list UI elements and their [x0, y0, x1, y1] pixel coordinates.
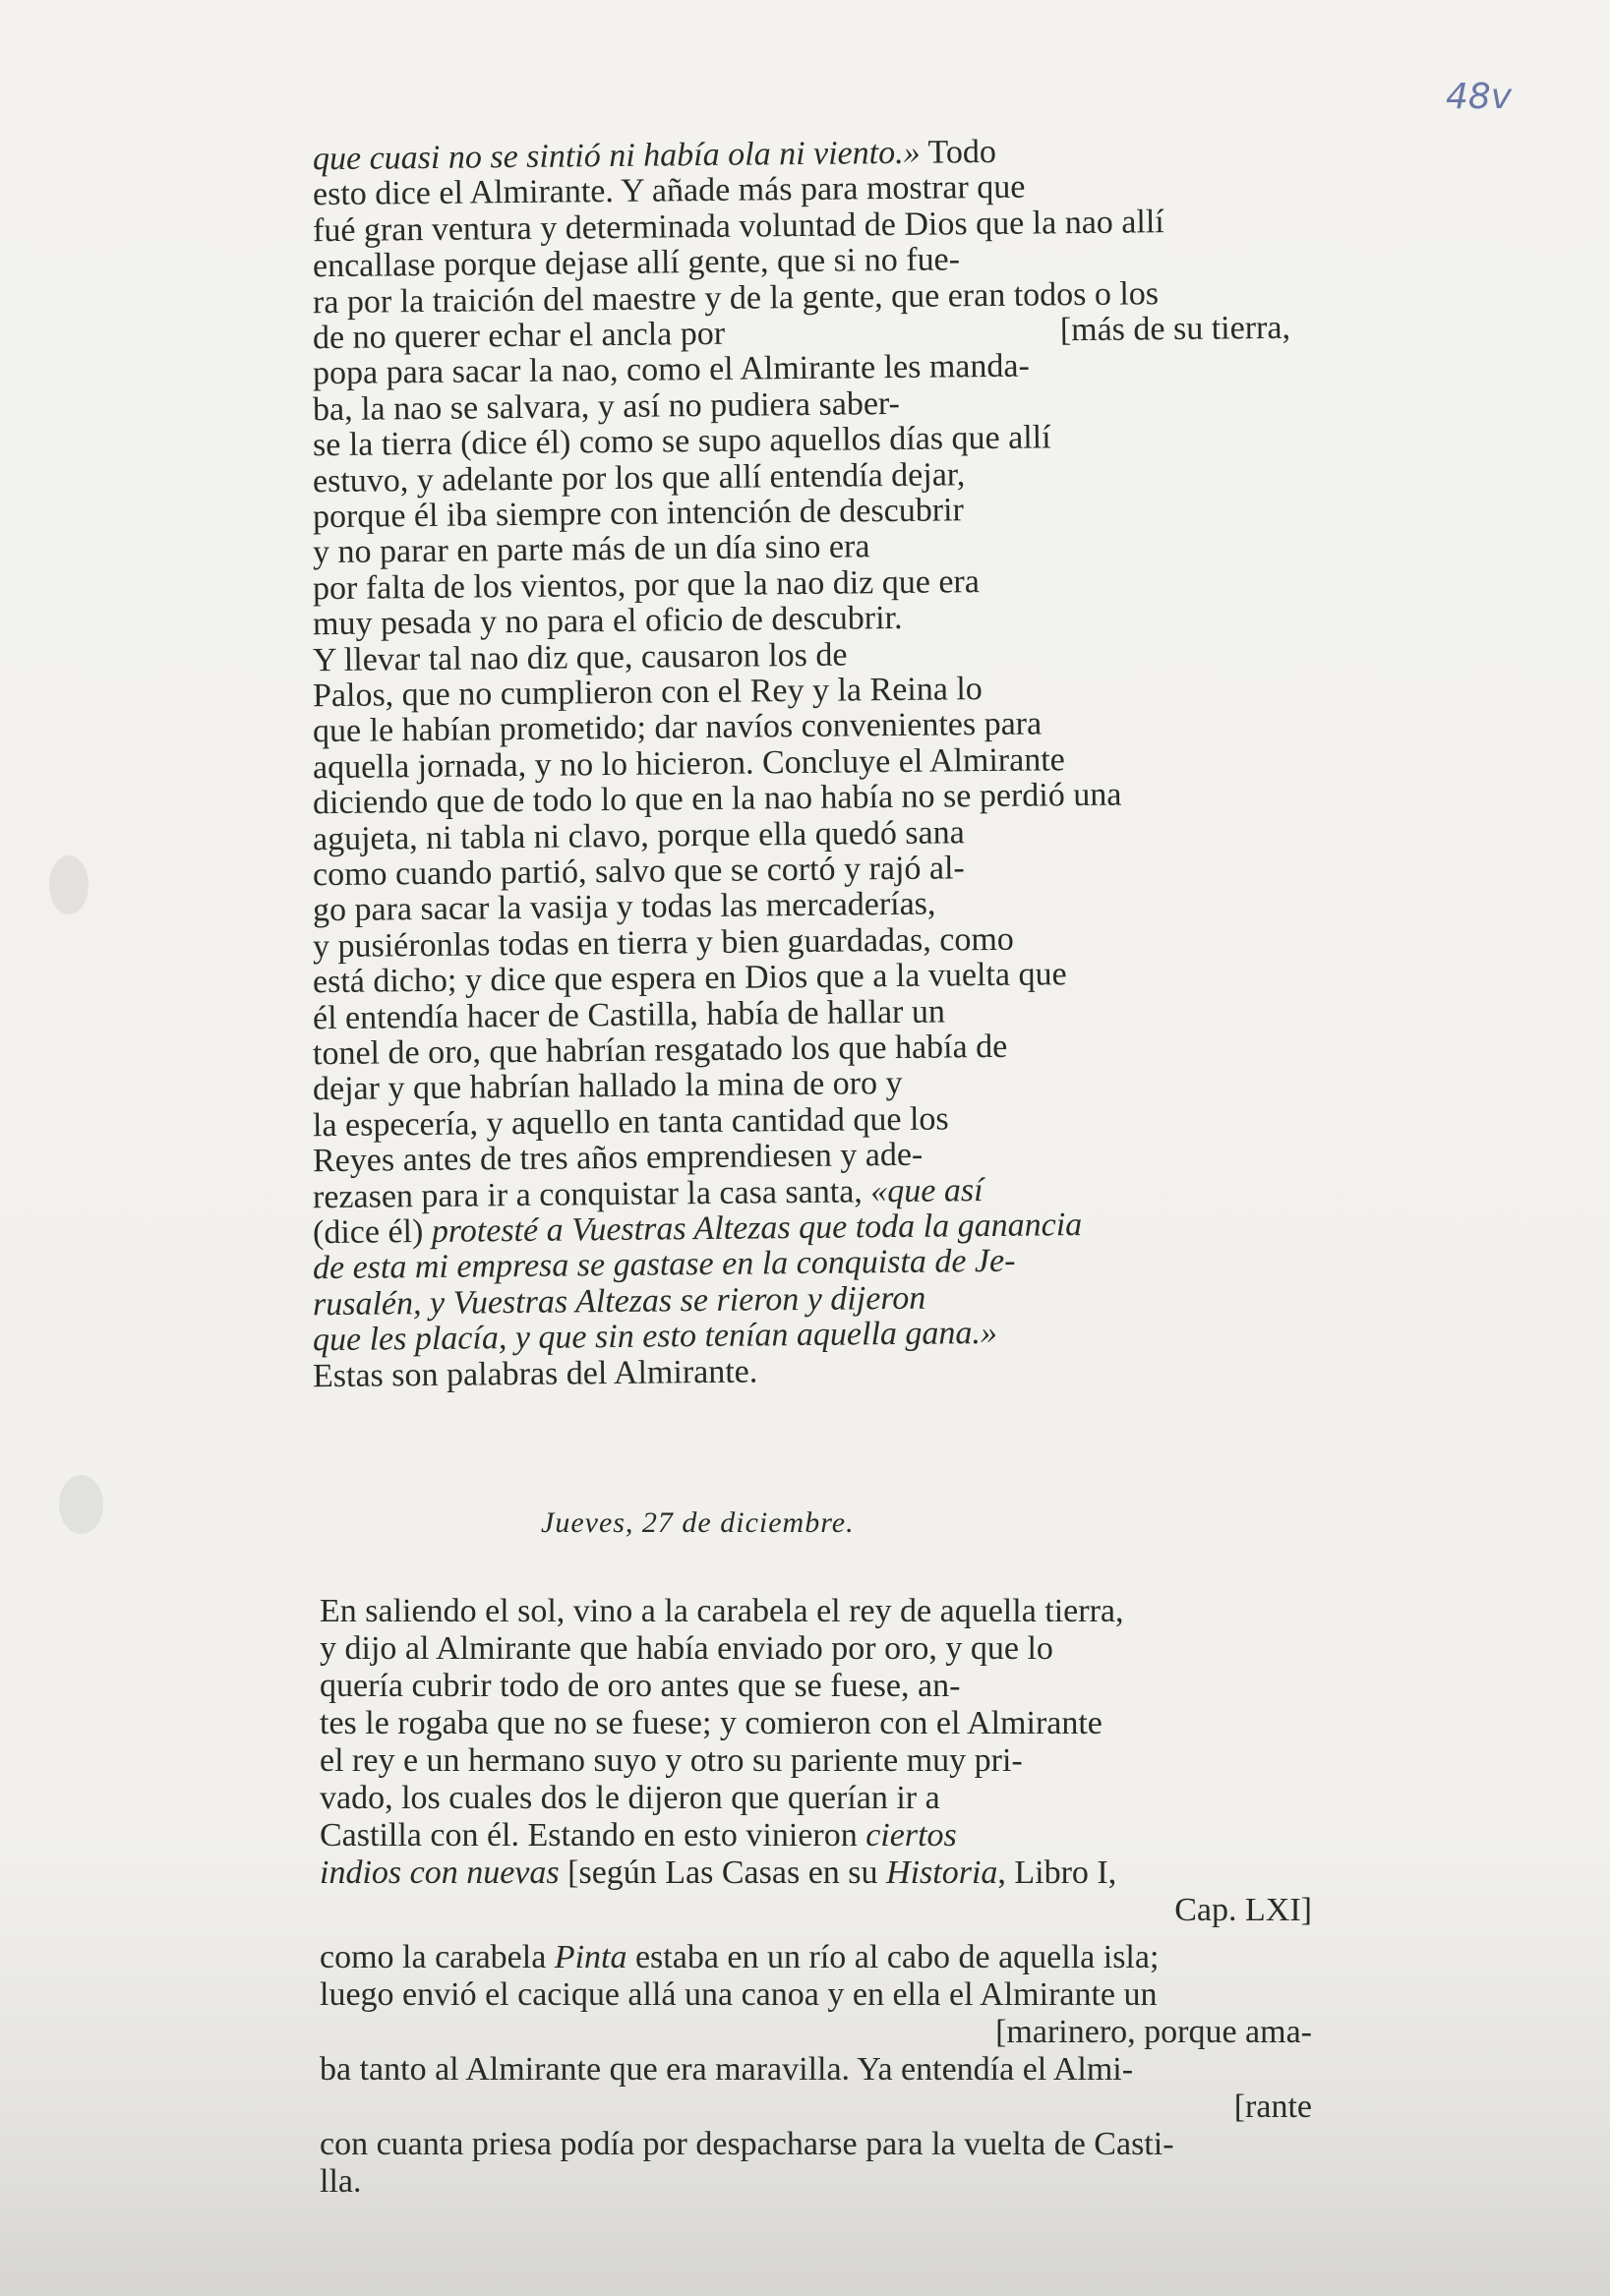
text-segment: [según Las Casas en su — [559, 1854, 887, 1891]
text-segment: como cuando partió, salvo que se cortó y rajó al- — [312, 850, 965, 894]
text-segment: estaba en un río al cabo de aquella isla; — [626, 1939, 1160, 1975]
text-segment: quería cubrir todo de oro antes que se fuese, an- — [320, 1668, 961, 1704]
text-segment: está dicho; y dice que espera en Dios que a la vuelta que — [312, 956, 1067, 1001]
text-segment: él entendía hacer de Castilla, había de hallar un — [312, 993, 946, 1036]
text-line — [320, 1595, 1312, 1628]
text-line — [313, 1349, 1290, 1392]
text-segment: como la carabela — [320, 1939, 555, 1975]
italic-text: Pinta — [554, 1939, 627, 1975]
text-line — [320, 1707, 1312, 1740]
text-segment: con cuanta priesa podía por despacharse para la vuelta de Casti- — [320, 2126, 1174, 2162]
italic-text: ciertos — [865, 1817, 957, 1854]
text-segment: , Libro I, — [997, 1854, 1117, 1891]
text-line — [320, 1941, 1312, 1974]
text-segment: Cap. LXI] — [1174, 1892, 1312, 1928]
text-segment: luego envió el cacique allá una canoa y en ella el Almirante un — [320, 1976, 1158, 2013]
text-segment: el rey e un hermano suyo y otro su pariente muy pri- — [320, 1742, 1023, 1779]
text-segment: Reyes antes de tres años emprendiesen y ade- — [312, 1136, 924, 1180]
entry-date-heading: Jueves, 27 de diciembre. — [541, 1506, 855, 1539]
text-segment: de no querer echar el ancla por — [312, 315, 726, 357]
text-segment: y dijo al Almirante que había enviado por oro, y que lo — [320, 1630, 1053, 1667]
text-segment: por falta de los vientos, por que la nao diz que era — [312, 562, 981, 608]
text-segment: encallase porque dejase allí gente, que si no fue- — [312, 241, 961, 285]
text-segment: En saliendo el sol, vino a la carabela el rey de aquella tierra, — [320, 1593, 1124, 1629]
text-segment: porque él iba siempre con intención de descubrir — [312, 492, 965, 536]
text-segment: rezasen para ir a conquistar la casa santa, — [312, 1172, 871, 1215]
italic-text: rusalén, y Vuestras Altezas se rieron y dijeron — [312, 1279, 926, 1324]
italic-text: protesté a Vuestras Altezas que toda la ganancia — [431, 1207, 1083, 1250]
text-line — [320, 1782, 1312, 1815]
text-segment: tonel de oro, que habrían resgatado los que había de — [312, 1028, 1008, 1073]
text-segment: Estas son palabras del Almirante. — [312, 1353, 758, 1394]
italic-text: que les placía, y que sin esto tenían aquella gana.» — [312, 1315, 998, 1359]
text-segment: Y llevar tal nao diz que, causaron los de — [312, 636, 848, 678]
text-segment: lla. — [320, 2163, 362, 2200]
text-line — [320, 1819, 1312, 1853]
text-line — [320, 1632, 1312, 1666]
text-line — [320, 2053, 1312, 2087]
italic-text: de esta mi empresa se gastase en la conquista de Je- — [312, 1243, 1016, 1287]
text-line — [320, 1744, 1312, 1778]
text-line — [320, 1856, 1312, 1890]
text-line — [320, 1978, 1312, 2012]
folio-number: 48v — [1446, 77, 1513, 117]
text-line — [320, 1670, 1312, 1703]
text-segment: ba, la nao se salvara, y así no pudiera saber- — [312, 384, 901, 429]
scan-smudge — [59, 1475, 103, 1534]
text-segment: [más de su tierra, — [1059, 309, 1291, 349]
text-segment: [marinero, porque ama- — [995, 2014, 1312, 2050]
text-segment: y no parar en parte más de un día sino era — [312, 528, 870, 571]
text-segment: agujeta, ni tabla ni clavo, porque ella quedó sana — [312, 813, 965, 857]
italic-text: Historia — [886, 1854, 998, 1891]
text-segment: Castilla con él. Estando en esto vinieron — [320, 1817, 866, 1854]
text-line — [320, 2165, 1312, 2199]
text-segment: dejar y que habrían hallado la mina de oro y — [312, 1065, 903, 1108]
text-line — [320, 2128, 1312, 2161]
italic-text: «que así — [870, 1171, 984, 1209]
text-segment: tes le rogaba que no se fuese; y comieron con el Almirante — [320, 1705, 1103, 1741]
scan-smudge — [49, 855, 89, 914]
italic-text: indios con nuevas — [320, 1854, 560, 1891]
text-segment: y pusiéronlas todas en tierra y bien guardadas, como — [312, 920, 1015, 966]
text-segment: popa para sacar la nao, como el Almirante les manda- — [312, 347, 1030, 392]
text-segment: muy pesada y no para el oficio de descubrir. — [312, 600, 903, 643]
text-segment: go para sacar la vasija y todas las mercaderías, — [312, 885, 936, 929]
text-segment: estuvo, y adelante por los que allí entendía dejar, — [312, 455, 966, 500]
text-segment: (dice él) — [312, 1212, 433, 1252]
text-segment: [rante — [1233, 2089, 1312, 2125]
text-segment: diciendo que de todo lo que en la nao había no se perdió una — [312, 776, 1122, 822]
text-segment: se la tierra (dice él) como se supo aquellos días que allí — [312, 419, 1051, 464]
text-segment: aquella jornada, y no lo hicieron. Concluye el Almirante — [312, 740, 1065, 787]
text-segment: Palos, que no cumplieron con el Rey y la Reina lo — [312, 671, 983, 715]
text-segment: fué gran ventura y determinada voluntad de Dios que la nao allí — [312, 203, 1164, 250]
text-segment: Todo — [920, 133, 997, 171]
italic-text: que cuasi no se sintió ni había ola ni viento.» — [312, 134, 921, 178]
text-segment: la especería, y aquello en tanta cantidad que los — [312, 1100, 949, 1145]
text-segment: ba tanto al Almirante que era maravilla. Ya entendía el Almi- — [320, 2051, 1134, 2088]
text-segment: vado, los cuales dos le dijeron que querían ir a — [320, 1780, 940, 1816]
text-segment: esto dice el Almirante. Y añade más para mostrar que — [312, 169, 1026, 213]
text-segment: que le habían prometido; dar navíos convenientes para — [312, 705, 1043, 750]
text-segment: ra por la traición del maestre y de la gente, que eran todos o los — [312, 274, 1160, 321]
